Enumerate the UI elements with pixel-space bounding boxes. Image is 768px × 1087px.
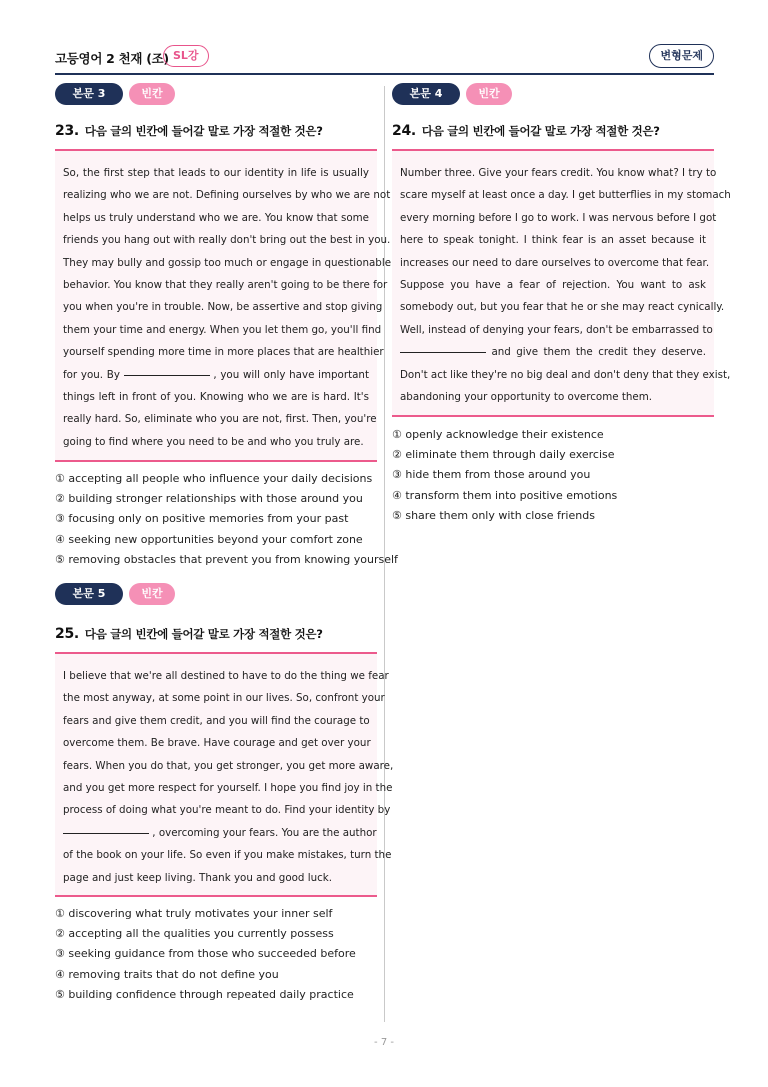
answer-choice[interactable]: ③ hide them from those around you (392, 468, 591, 482)
question-23-title (55, 123, 323, 139)
question-prompt: 다음 글의 빈칸에 들어갈 말로 가장 적절한 것은? (421, 124, 660, 138)
passage-line (63, 872, 369, 885)
passage-text: Number three. Give your fears credit. You know what? I try to (400, 167, 717, 179)
passage-text: overcome them. Be brave. Have courage and get over your (63, 737, 371, 750)
passage-line (63, 189, 391, 202)
passage-line (63, 804, 391, 817)
passage-line (400, 256, 710, 270)
passage-box-25 (55, 652, 394, 897)
passage-line (63, 737, 369, 750)
passage-line (63, 167, 369, 180)
passage-line (400, 167, 717, 180)
passage-text: , you will only have important (213, 368, 369, 381)
passage-text: behavior. You know that they really aren't going to be there for (63, 279, 388, 291)
answer-choice[interactable]: ② eliminate them through daily exercise (392, 448, 615, 462)
passage-text: I believe that we're all destined to have to do the thing we fear (63, 670, 389, 682)
passage-text: every morning before I go to work. I was nervous before I got (400, 211, 717, 224)
answer-choice[interactable]: ⑤ removing obstacles that prevent you from knowing yourself (55, 552, 398, 566)
passage-text: , overcoming your fears. You are the author (152, 826, 377, 839)
answer-choice[interactable]: ① discovering what truly motivates your inner self (55, 907, 333, 920)
passage-line (63, 782, 393, 795)
passage-line (63, 436, 369, 449)
passage-line (63, 256, 392, 270)
level-badge: SL강 (163, 45, 209, 67)
answer-choice[interactable]: ⑤ building confidence through repeated daily practice (55, 987, 354, 1001)
passage-line (400, 323, 713, 337)
passage-line (63, 670, 389, 683)
answer-choice[interactable]: ① accepting all people who influence your daily decisions (55, 472, 373, 485)
answer-choice[interactable]: ④ transform them into positive emotions (392, 488, 618, 502)
passage-text: abandoning your opportunity to overcome them. (400, 391, 653, 403)
passage-text: fears and give them credit, and you will find the courage to (63, 714, 370, 727)
passage-text: process of doing what you're meant to do. Find your identity by (63, 804, 391, 817)
passage-text: Suppose you have a fear of rejection. You want to ask (400, 279, 706, 291)
question-number: 23. (55, 123, 79, 139)
type-badge: 변형문제 (649, 44, 714, 68)
passage-tag: 본문 4 (392, 83, 460, 105)
answer-blank (124, 374, 210, 376)
passage-text: of the book on your life. So even if you make mistakes, turn the (63, 849, 392, 862)
passage-line (63, 369, 369, 382)
passage-line (63, 212, 369, 225)
passage-text: the most anyway, at some point in our lives. So, confront your (63, 692, 385, 705)
passage-box-23 (55, 149, 392, 462)
answer-choice[interactable]: ④ removing traits that do not define you (55, 967, 279, 981)
answer-choice[interactable]: ③ focusing only on positive memories from your past (55, 512, 349, 526)
passage-line (400, 301, 725, 314)
passage-line (63, 391, 369, 404)
passage-text: increases our need to dare ourselves to overcome that fear. (400, 256, 710, 269)
passage-line (400, 279, 706, 292)
page-number: - 7 - (374, 1037, 394, 1048)
passage-line (400, 391, 706, 404)
question-number: 25. (55, 626, 79, 642)
passage-line (400, 211, 717, 225)
passage-line (63, 323, 382, 337)
passage-line (63, 234, 391, 247)
passage-text: and you get more respect for yourself. I hope you find joy in the (63, 782, 393, 794)
passage-line (63, 715, 369, 728)
passage-text: So, the first step that leads to our identity in life is usually (63, 167, 369, 179)
passage-text: for you. By (63, 368, 120, 381)
passage-text: going to find where you need to be and who you truly are. (63, 435, 364, 448)
passage-line (63, 346, 384, 359)
passage-text: helps us truly understand who we are. You know that some (63, 211, 369, 224)
passage-text: realizing who we are not. Defining ourselves by who we are not (63, 189, 391, 202)
passage-line (400, 368, 731, 382)
question-24-title (392, 123, 660, 139)
answer-choice[interactable]: ⑤ share them only with close friends (392, 508, 595, 522)
passage-text: Well, instead of denying your fears, don't be embarrassed to (400, 323, 713, 336)
passage-line (400, 234, 706, 247)
answer-blank (63, 832, 149, 834)
passage-text: friends you hang out with really don't bring out the best in you. (63, 234, 391, 247)
passage-line (63, 301, 383, 314)
question-prompt: 다음 글의 빈칸에 들어갈 말로 가장 적절한 것은? (84, 627, 323, 641)
question-number: 24. (392, 123, 416, 139)
passage-tag: 본문 3 (55, 83, 123, 105)
answer-blank (400, 351, 486, 353)
passage-text: yourself spending more time in more places that are healthier (63, 346, 384, 359)
blank-tag: 빈칸 (129, 83, 175, 105)
passage-line (63, 279, 388, 292)
header-divider (55, 73, 714, 75)
answer-choice[interactable]: ③ seeking guidance from those who succeeded before (55, 947, 356, 961)
passage-text: here to speak tonight. I think fear is an asset because it (400, 234, 706, 247)
passage-text: and give them the credit they deserve. (491, 346, 706, 359)
answer-choice[interactable]: ④ seeking new opportunities beyond your comfort zone (55, 532, 363, 546)
passage-line (63, 759, 394, 773)
question-prompt: 다음 글의 빈칸에 들어갈 말로 가장 적절한 것은? (84, 124, 323, 138)
blank-tag: 빈칸 (466, 83, 512, 105)
passage-text: fears. When you do that, you get stronger, you get more aware, (63, 759, 394, 772)
passage-text: them your time and energy. When you let them go, you'll find (63, 323, 382, 336)
passage-text: scare myself at least once a day. I get butterflies in my stomach (400, 189, 731, 202)
passage-tag: 본문 5 (55, 583, 123, 605)
passage-box-24 (392, 149, 731, 417)
blank-tag: 빈칸 (129, 583, 175, 605)
passage-line (63, 849, 392, 862)
passage-text: page and just keep living. Thank you and good luck. (63, 871, 333, 884)
answer-choice[interactable]: ② accepting all the qualities you currently possess (55, 927, 334, 941)
question-25-title (55, 626, 323, 642)
passage-line (63, 692, 385, 705)
passage-line (400, 346, 706, 359)
answer-choice[interactable]: ① openly acknowledge their existence (392, 428, 604, 441)
passage-text: Don't act like they're no big deal and don't deny that they exist, (400, 368, 731, 381)
passage-text: somebody out, but you fear that he or she may react cynically. (400, 301, 725, 314)
page-header (55, 44, 714, 72)
answer-choice[interactable]: ② building stronger relationships with those around you (55, 492, 363, 506)
passage-line (400, 189, 731, 202)
passage-text: you when you're in trouble. Now, be assertive and stop giving (63, 301, 383, 314)
passage-text: really hard. So, eliminate who you are not, first. Then, you're (63, 413, 377, 426)
passage-text: They may bully and gossip too much or engage in questionable (63, 256, 392, 269)
course-title: 고등영어 2 천재 (조) (55, 51, 169, 66)
passage-line (63, 413, 377, 426)
passage-line (63, 826, 377, 840)
passage-text: things left in front of you. Knowing who we are is hard. It's (63, 391, 369, 403)
